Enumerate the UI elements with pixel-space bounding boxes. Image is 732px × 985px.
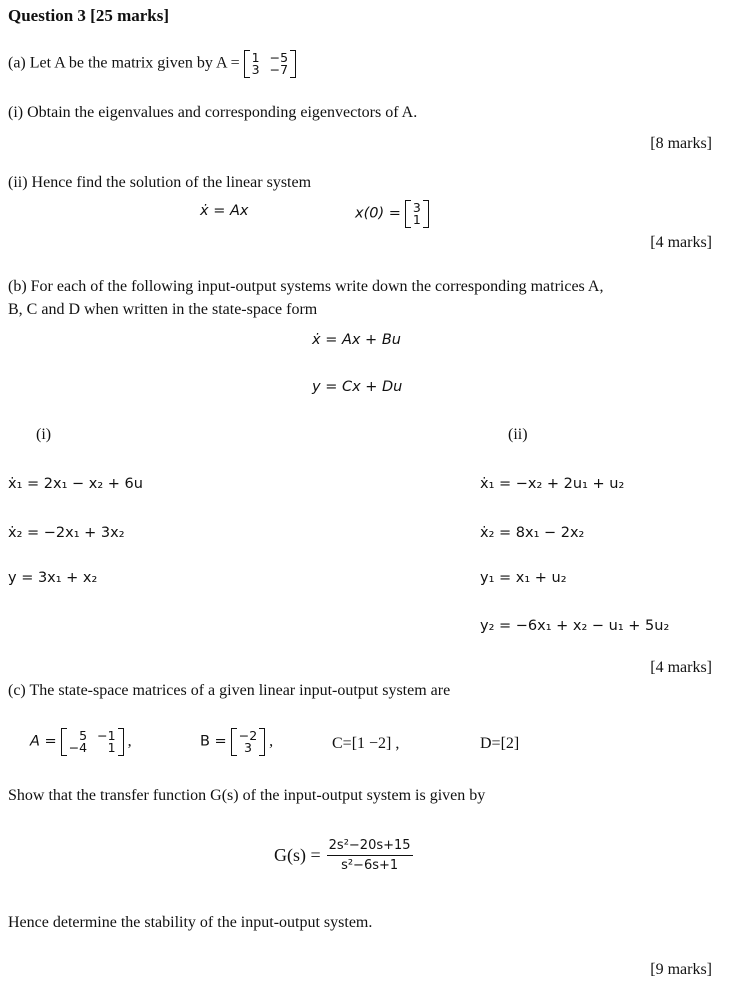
part-a-ii-text: (ii) Hence find the solution of the linear system — [8, 174, 312, 191]
part-b-marks: [4 marks] — [650, 659, 712, 676]
matrix-c-d: D=[2] — [480, 735, 520, 752]
matrix-c-a — [61, 728, 124, 756]
matrix-c-a-group: A = 5 −1 −4 1 , — [30, 728, 132, 755]
system-equation: ẋ = Ax — [200, 203, 249, 219]
matrix-a-11: 1 — [251, 50, 260, 65]
part-a-i-marks: [8 marks] — [650, 135, 712, 152]
question-title: Question 3 [25 marks] — [8, 6, 170, 25]
part-b-ii-label: (ii) — [508, 426, 528, 443]
sys-ii-eq-4: y₂ = −6x₁ + x₂ − u₁ + 5u₂ — [480, 618, 670, 634]
part-a-intro: (a) Let A be the matrix given by A = — [8, 54, 240, 72]
transfer-function — [274, 838, 413, 873]
sys-i-eq-2: ẋ₂ = −2x₁ + 3x₂ — [8, 525, 125, 541]
sys-ii-eq-1: ẋ₁ = −x₂ + 2u₁ + u₂ — [480, 476, 625, 492]
part-c-show-text: Show that the transfer function G(s) of the input-output system is given by — [8, 787, 486, 804]
matrix-c-b-2: 3 — [243, 740, 252, 755]
matrix-c-b-group: B = −2 3 , — [200, 728, 274, 755]
sys-i-eq-1: ẋ₁ = 2x₁ − x₂ + 6u — [8, 476, 143, 492]
matrix-a-22: −7 — [269, 62, 289, 77]
sys-ii-eq-3: y₁ = x₁ + u₂ — [480, 570, 567, 586]
initial-vector-1: 3 — [412, 200, 421, 215]
sys-i-eq-3: y = 3x₁ + x₂ — [8, 570, 98, 586]
matrix-c-b-label: B = — [200, 733, 227, 750]
matrix-c-a-12: −1 — [97, 728, 116, 743]
transfer-function-label: G(s) = — [274, 845, 321, 865]
matrix-c-a-label: A = — [30, 733, 57, 750]
matrix-c-a-22: 1 — [107, 740, 116, 755]
part-a-ii-marks: [4 marks] — [650, 234, 712, 251]
matrix-c-b-1: −2 — [238, 728, 258, 743]
matrix-c-a-21: −4 — [68, 740, 88, 755]
matrix-a-12: −5 — [269, 50, 289, 65]
part-c-hence-text: Hence determine the stability of the input-output system. — [8, 914, 373, 931]
part-a-i-text: (i) Obtain the eigenvalues and corresponding eigenvectors of A. — [8, 104, 418, 121]
transfer-function-numerator: 2s²−20s+15 — [327, 838, 413, 856]
part-c-intro: (c) The state-space matrices of a given linear input-output system are — [8, 682, 451, 699]
part-b-i-label: (i) — [36, 426, 52, 443]
matrix-a — [244, 50, 296, 78]
matrix-c-b — [231, 728, 265, 756]
state-equation: ẋ = Ax + Bu — [312, 332, 401, 348]
initial-vector-2: 1 — [412, 212, 421, 227]
matrix-c-a-11: 5 — [79, 728, 88, 743]
part-b-intro-line1: (b) For each of the following input-output systems write down the corresponding matrices A, — [8, 278, 604, 295]
transfer-function-fraction — [327, 838, 413, 873]
initial-vector — [405, 200, 429, 228]
output-equation: y = Cx + Du — [312, 379, 403, 395]
matrix-c-c: C=[1 −2] , — [332, 735, 400, 752]
part-a-intro-row — [8, 50, 296, 78]
transfer-function-denominator: s²−6s+1 — [341, 858, 399, 873]
part-c-marks: [9 marks] — [650, 961, 712, 978]
matrix-a-21: 3 — [251, 62, 260, 77]
initial-condition — [355, 200, 429, 228]
initial-lhs: x(0) = — [355, 205, 401, 222]
part-b-intro-line2: B, C and D when written in the state-space form — [8, 301, 318, 318]
sys-ii-eq-2: ẋ₂ = 8x₁ − 2x₂ — [480, 525, 585, 541]
